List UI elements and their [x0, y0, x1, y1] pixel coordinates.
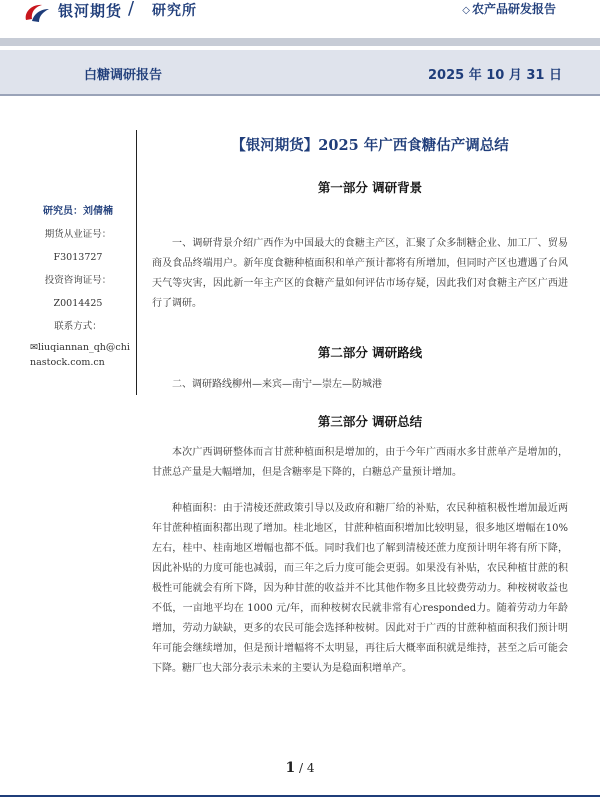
- page-current: 1: [285, 760, 296, 776]
- header-divider: /: [128, 0, 135, 19]
- section-heading-route: 第二部分 调研路线: [317, 345, 423, 360]
- document-title: 【银河期货】2025 年广西食糖估产调总结: [231, 137, 509, 154]
- section-heading-background: 第一部分 调研背景: [317, 180, 423, 195]
- section-heading-summary: 第三部分 调研总结: [317, 414, 423, 429]
- report-type: [462, 0, 556, 17]
- institute-name: 研究所: [152, 3, 197, 19]
- footer-line: [0, 795, 600, 797]
- header-bar: [0, 0, 600, 38]
- page-total: / 4: [299, 761, 315, 775]
- researcher-name: 研究员：刘倩楠: [43, 206, 113, 217]
- mail-icon: ✉: [30, 342, 38, 353]
- advisor-cert-label: 投资咨询证号：: [44, 275, 112, 286]
- futures-cert-label: 期货从业证号：: [44, 229, 112, 240]
- brand-name: 银河期货: [58, 2, 123, 20]
- author-sidebar: [22, 200, 134, 370]
- route-paragraph: 二、调研路线柳州—来宾—南宁—崇左—防城港: [172, 379, 382, 390]
- diamond-icon: ◇: [462, 5, 470, 16]
- report-title-band-line: [0, 94, 600, 96]
- background-paragraph: 一、调研背景介绍广西作为中国最大的食糖主产区，汇聚了众多制糖企业、加工厂、贸易商及食品终端用户。新年度食糖种植面积和单产预计都将有所增加，但同时产区也遭遇了台风天气等灾害，因此新一年主产区的食糖产量如何评估市场存疑，因此我们对食糖主产区广西进行了调研。: [152, 238, 568, 309]
- report-name: 白糖调研报告: [84, 68, 163, 83]
- header-band-grey: [0, 38, 600, 46]
- contact-email-text: liuqiannan_qh@chinastock.com.cn: [30, 342, 130, 368]
- contact-email[interactable]: [22, 340, 134, 370]
- page-number: [0, 760, 600, 776]
- summary-paragraph-2: 种植面积：由于清棱还蔗政策引导以及政府和糖厂给的补贴，农民种植积极性增加最近两年甘蔗种植面积都出现了增加。桂北地区，甘蔗种植面积增加比较明显，很多地区增幅在10%左右，桂中、桂南地区增幅也都不低。同时我们也了解到清棱还蔗力度预计明年将有所下降，因此补贴的力度可能也减弱，而三年之后力度可能会更弱。如果没有补贴，农民种植甘蔗的积极性可能就会有所下降，因为种甘蔗的收益并不比其他作物多且比较费劳动力。种桉树收益也不低，一亩地平均在 1000 元/年，而种桉树农民就非常有心responded力。随着劳动力年龄增加，劳动力缺缺，更多的农民可能会选择种桉树。因此对于广西的甘蔗种植面积我们预计明年可能会继续增加，但是预计增幅将不太明显，再往后大概率面积就是维持，甚至之后可能会下降。糖厂也大部分表示未来的主要认为是稳面积增单产。: [152, 503, 568, 674]
- contact-label: 联系方式：: [54, 321, 102, 332]
- sidebar-divider: [136, 130, 137, 395]
- summary-paragraph-1: 本次广西调研整体而言甘蔗种植面积是增加的，由于今年广西雨水多甘蔗单产是增加的，甘蔗总产量是大幅增加，但是含糖率是下降的，白糖总产量预计增加。: [152, 447, 568, 478]
- report-type-label: 农产品研发报告: [471, 2, 556, 16]
- report-date: 2025 年 10 月 31 日: [428, 68, 562, 83]
- futures-cert-number: F3013727: [53, 252, 103, 263]
- advisor-cert-number: Z0014425: [53, 298, 103, 309]
- galaxy-logo-icon: [22, 2, 52, 24]
